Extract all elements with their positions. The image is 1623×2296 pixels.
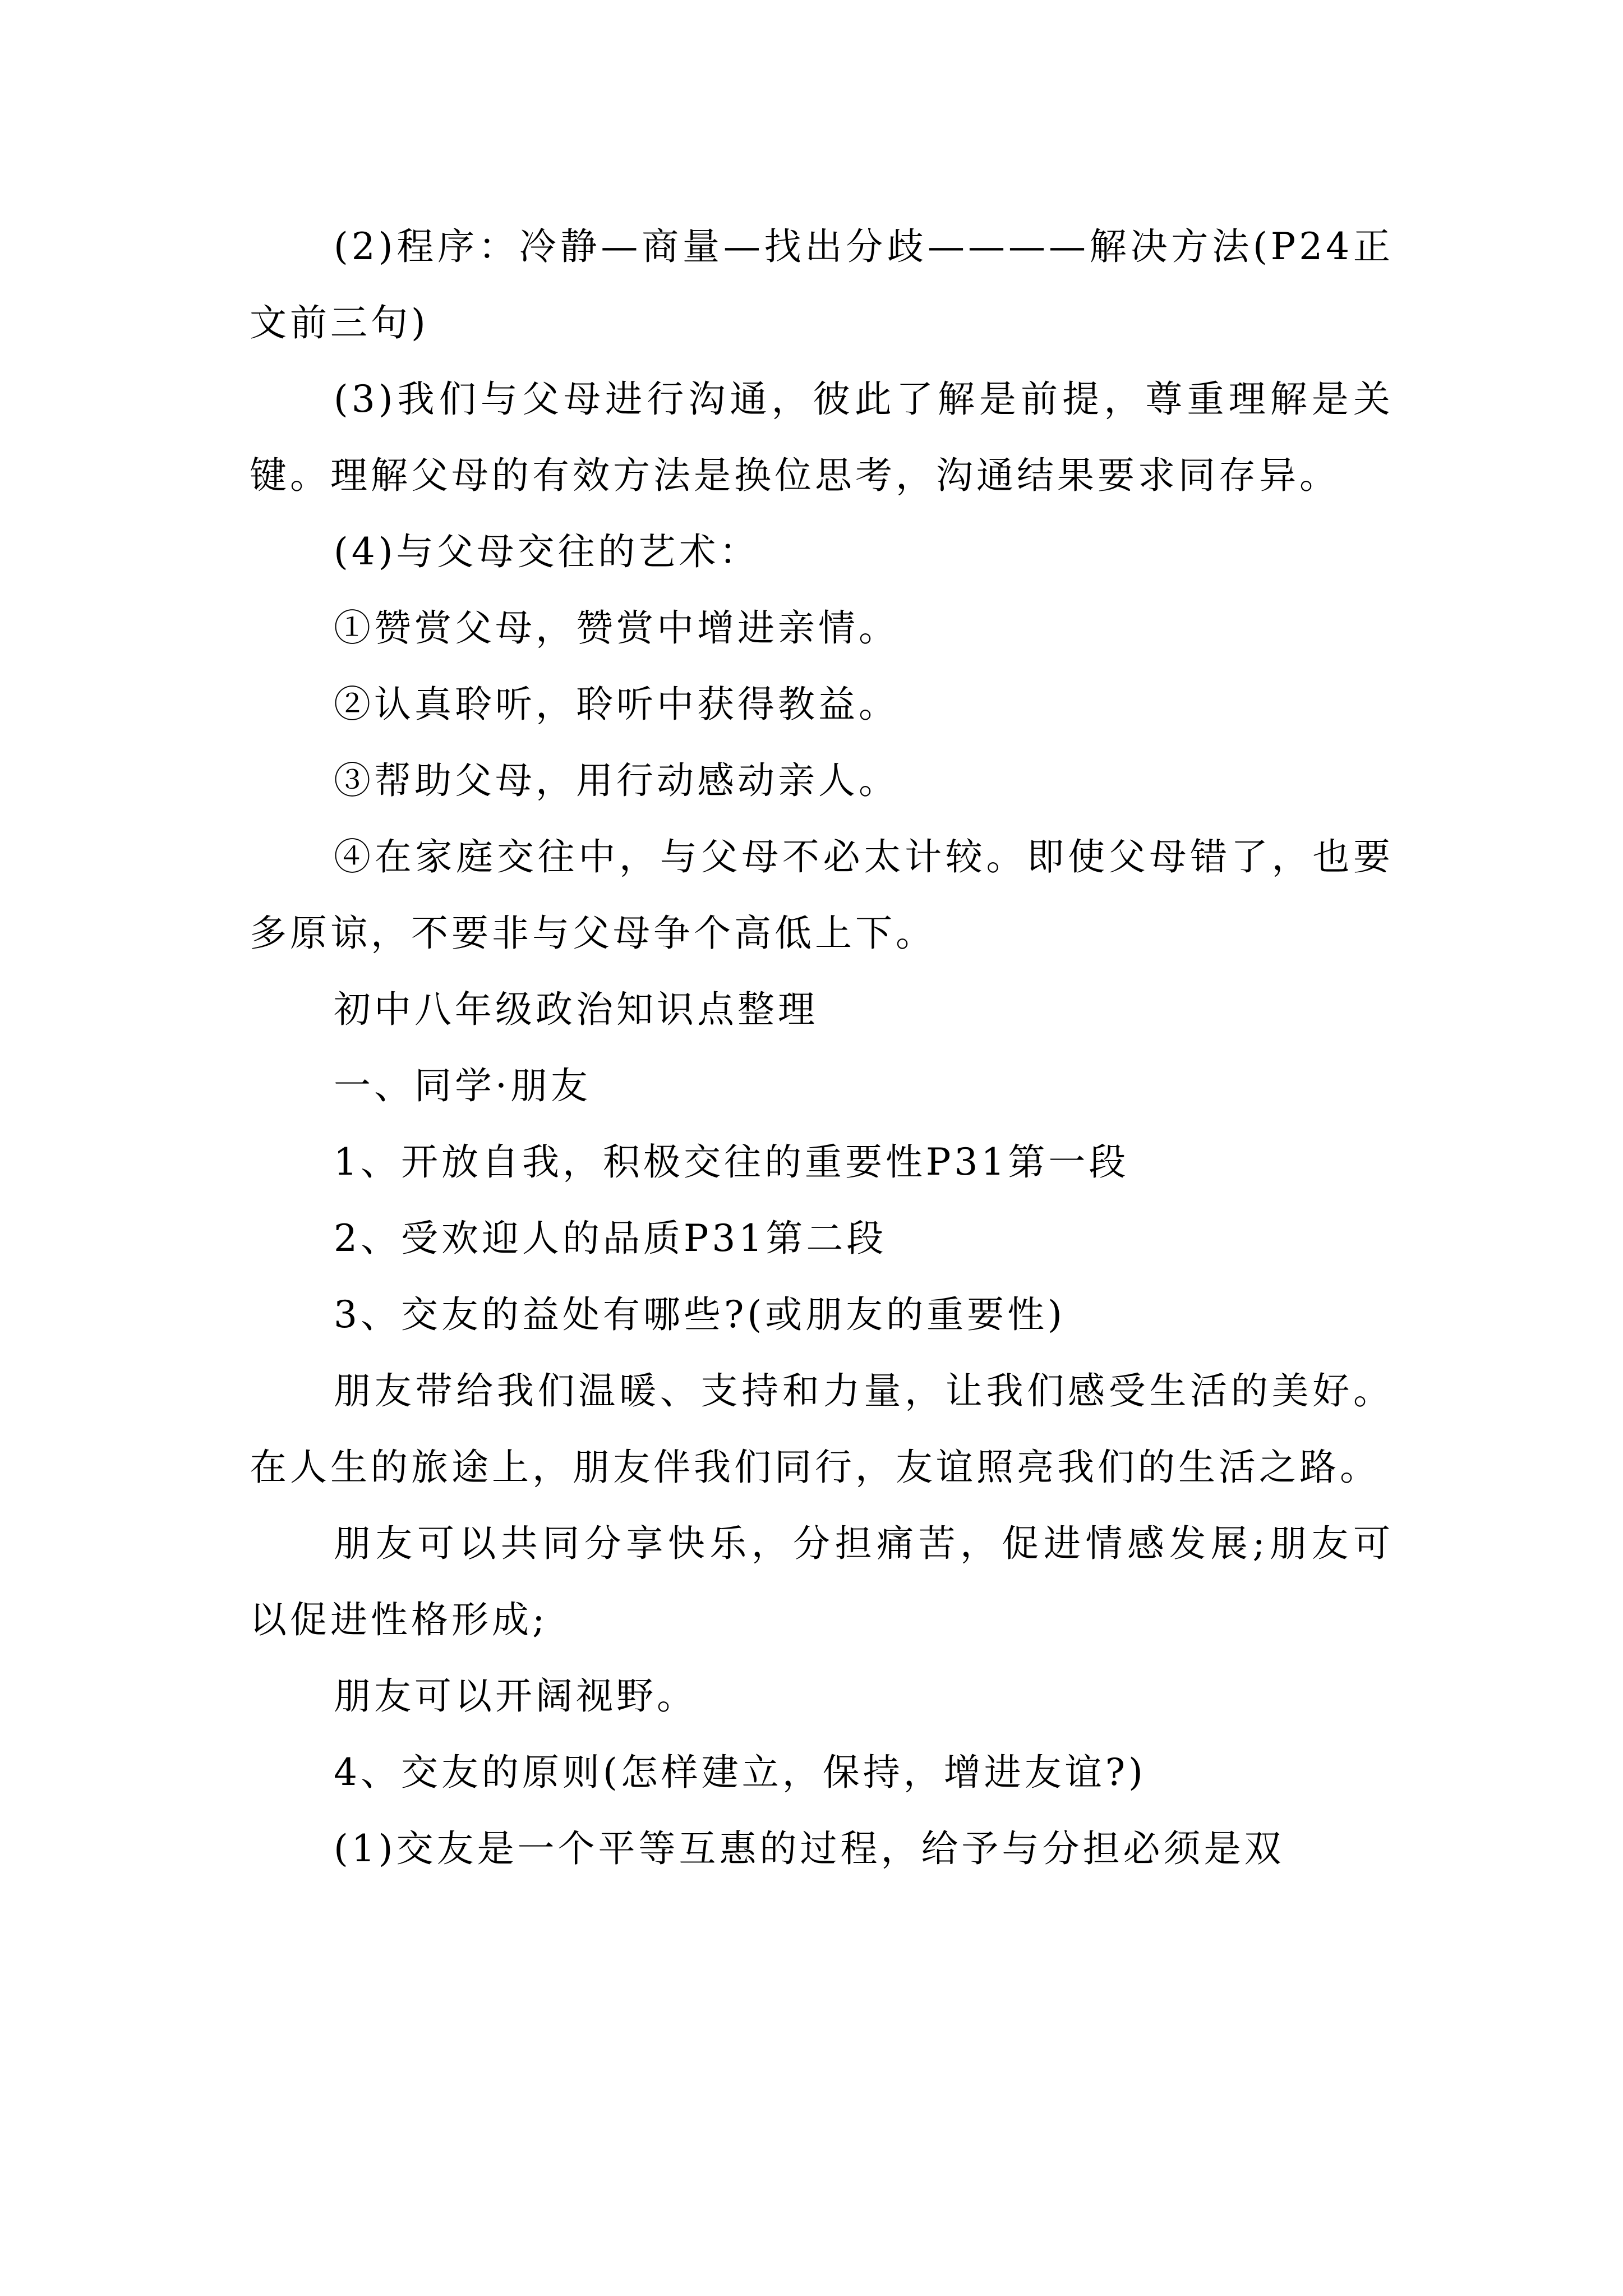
section-heading-classmates-friends: 一、同学·朋友 (334, 1064, 591, 1107)
list-item-appreciate: ①赞赏父母，赞赏中增进亲情。 (334, 606, 899, 650)
point-2-popular-qualities: 2、受欢迎人的品质P31第二段 (334, 1217, 887, 1260)
paragraph-art-heading: (4)与父母交往的艺术： (334, 530, 760, 573)
paragraph-friends-horizon: 朋友可以开阔视野。 (334, 1674, 697, 1718)
section-title: 初中八年级政治知识点整理 (334, 988, 818, 1031)
list-item-help: ③帮助父母，用行动感动亲人。 (334, 759, 899, 802)
paragraph-friends-warmth: 朋友带给我们温暖、支持和力量，让我们感受生活的美好。在人生的旅途上，朋友伴我们同行，友谊照亮我们的生活之路。 (250, 1369, 1394, 1489)
paragraph-friends-share: 朋友可以共同分享快乐，分担痛苦，促进情感发展;朋友可以促进性格形成; (250, 1522, 1394, 1641)
paragraph-equal-reciprocity: (1)交友是一个平等互惠的过程，给予与分担必须是双 (334, 1827, 1285, 1870)
paragraph-procedure: (2)程序：冷静—商量—找出分歧————解决方法(P24正文前三句) (250, 225, 1394, 344)
paragraph-communication-key: (3)我们与父母进行沟通，彼此了解是前提，尊重理解是关键。理解父母的有效方法是换位思考，沟通结果要求同存异。 (250, 378, 1394, 497)
list-item-forgive: ④在家庭交往中，与父母不必太计较。即使父母错了，也要多原谅，不要非与父母争个高低上下。 (250, 835, 1394, 955)
list-item-listen: ②认真聆听，聆听中获得教益。 (334, 683, 899, 726)
point-3-benefits-question: 3、交友的益处有哪些?(或朋友的重要性) (334, 1293, 1066, 1336)
point-4-principles: 4、交友的原则(怎样建立，保持，增进友谊?) (334, 1751, 1146, 1794)
document-body (250, 209, 1394, 1887)
point-1-open-self: 1、开放自我，积极交往的重要性P31第一段 (334, 1140, 1129, 1184)
